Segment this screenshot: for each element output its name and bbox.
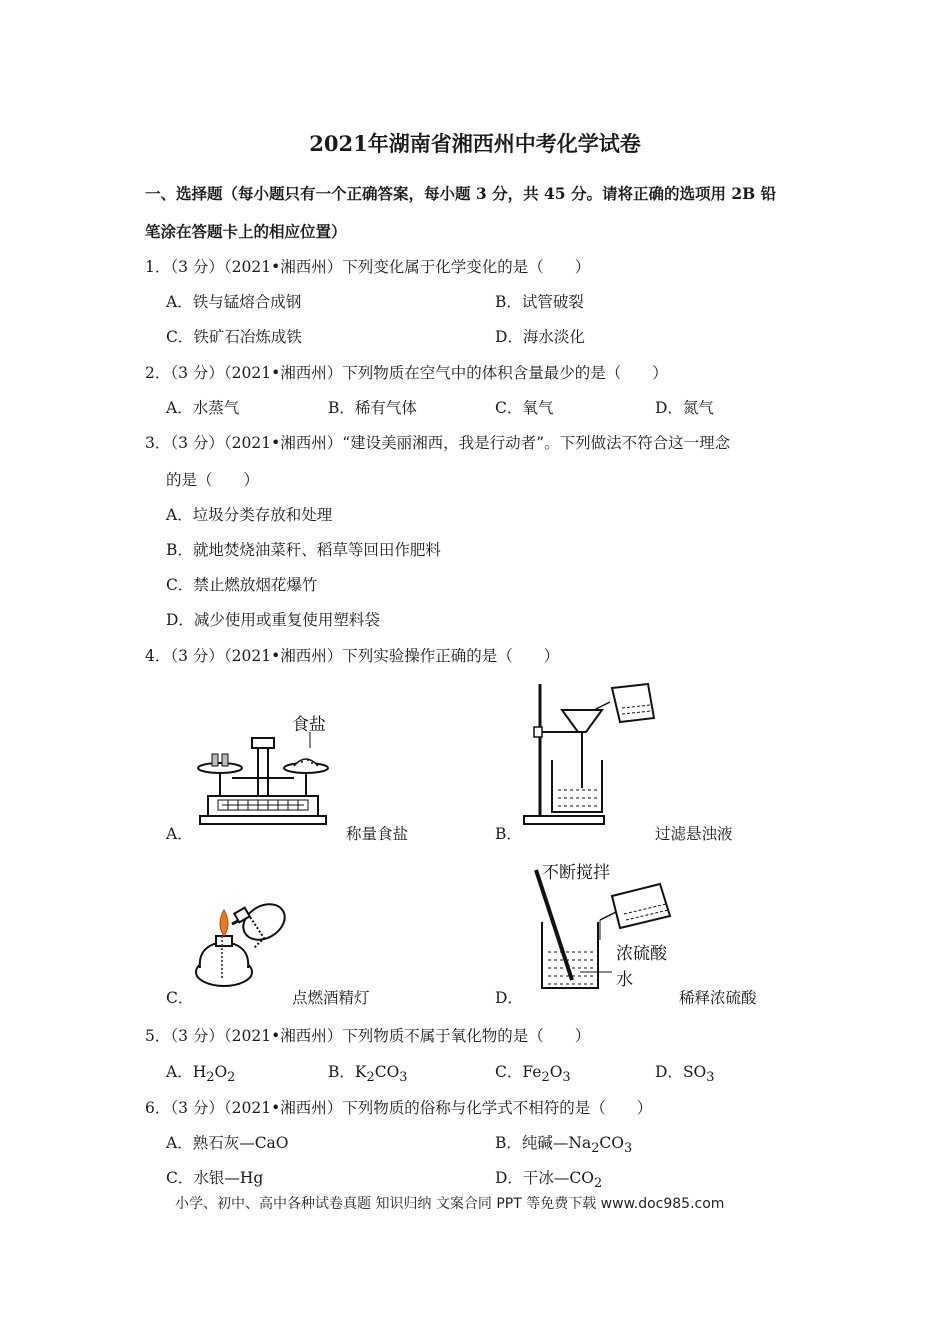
section-heading: 一、选择题（每小题只有一个正确答案，每小题 3 分，共 45 分。请将正确的选项用 2B 铅 [145,184,777,203]
dilute-acid-figure [520,856,676,992]
q3-option-b: B．就地焚烧油菜秆、稻草等回田作肥料 [166,541,441,559]
q4-caption-d: 稀释浓硫酸 [679,989,757,1007]
q2-option-d: D．氮气 [655,399,714,417]
balance-scale-figure [192,708,334,828]
q3-option-c: C．禁止燃放烟花爆竹 [166,576,318,594]
q5-option-d: D．$SO_3$ [655,1063,715,1086]
water-label: 水 [616,970,633,990]
q6-option-a: A．熟石灰—CaO [166,1134,289,1152]
salt-label: 食盐 [292,715,326,735]
q2-option-b: B．稀有气体 [328,399,417,417]
q4-option-c: C． [166,989,194,1007]
q4-option-b: B． [495,825,522,843]
question-3-stem: 3．（3 分）（2021•湘西州）“建设美丽湘西，我是行动者”。下列做法不符合这一理念 [145,434,731,452]
q6-option-d: D．干冰$—CO_2$ [495,1169,603,1192]
section-heading-cont: 笔涂在答题卡上的相应位置） [145,222,347,241]
question-2-stem: 2．（3 分）（2021•湘西州）下列物质在空气中的体积含量最少的是（ ） [145,364,668,382]
acid-label: 浓硫酸 [616,944,667,964]
question-1-stem: 1．（3 分）（2021•湘西州）下列变化属于化学变化的是（ ） [145,258,591,276]
page-title: 2021年湖南省湘西州中考化学试卷 [309,131,641,156]
q4-option-d: D． [495,989,523,1007]
q4-caption-c: 点燃酒精灯 [292,989,370,1007]
question-6-stem: 6．（3 分）（2021•湘西州）下列物质的俗称与化学式不相符的是（ ） [145,1099,653,1117]
q5-option-c: C．$Fe_2O_3$ [495,1063,571,1086]
q4-caption-a: 称量食盐 [346,825,409,843]
q4-caption-b: 过滤悬浊液 [655,825,733,843]
q3-option-a: A．垃圾分类存放和处理 [166,506,333,524]
question-3-stem-cont: 的是（ ） [166,471,260,489]
q5-option-a: A．$H_2O_2$ [166,1063,236,1086]
filtration-figure [520,680,658,830]
alcohol-lamp-figure [192,878,292,990]
stir-label: 不断搅拌 [542,863,610,883]
q6-option-c: C．水银—Hg [166,1169,264,1187]
q5-option-b: B．$K_2CO_3$ [328,1063,408,1086]
q3-option-d: D．减少使用或重复使用塑料袋 [166,611,380,629]
q1-option-d: D．海水淡化 [495,328,585,346]
question-5-stem: 5．（3 分）（2021•湘西州）下列物质不属于氧化物的是（ ） [145,1027,591,1045]
q2-option-c: C．氧气 [495,399,554,417]
q6-option-b: B．纯碱$—Na_2CO_3$ [495,1134,633,1157]
q2-option-a: A．水蒸气 [166,399,240,417]
q1-option-a: A．铁与锰熔合成钢 [166,293,302,311]
footer-text: 小学、初中、高中各种试卷真题 知识归纳 文案合同 PPT 等免费下载 www.doc985.com [175,1196,725,1212]
q4-option-a: A． [166,825,193,843]
q1-option-c: C．铁矿石冶炼成铁 [166,328,302,346]
question-4-stem: 4．（3 分）（2021•湘西州）下列实验操作正确的是（ ） [145,647,560,665]
q1-option-b: B．试管破裂 [495,293,584,311]
